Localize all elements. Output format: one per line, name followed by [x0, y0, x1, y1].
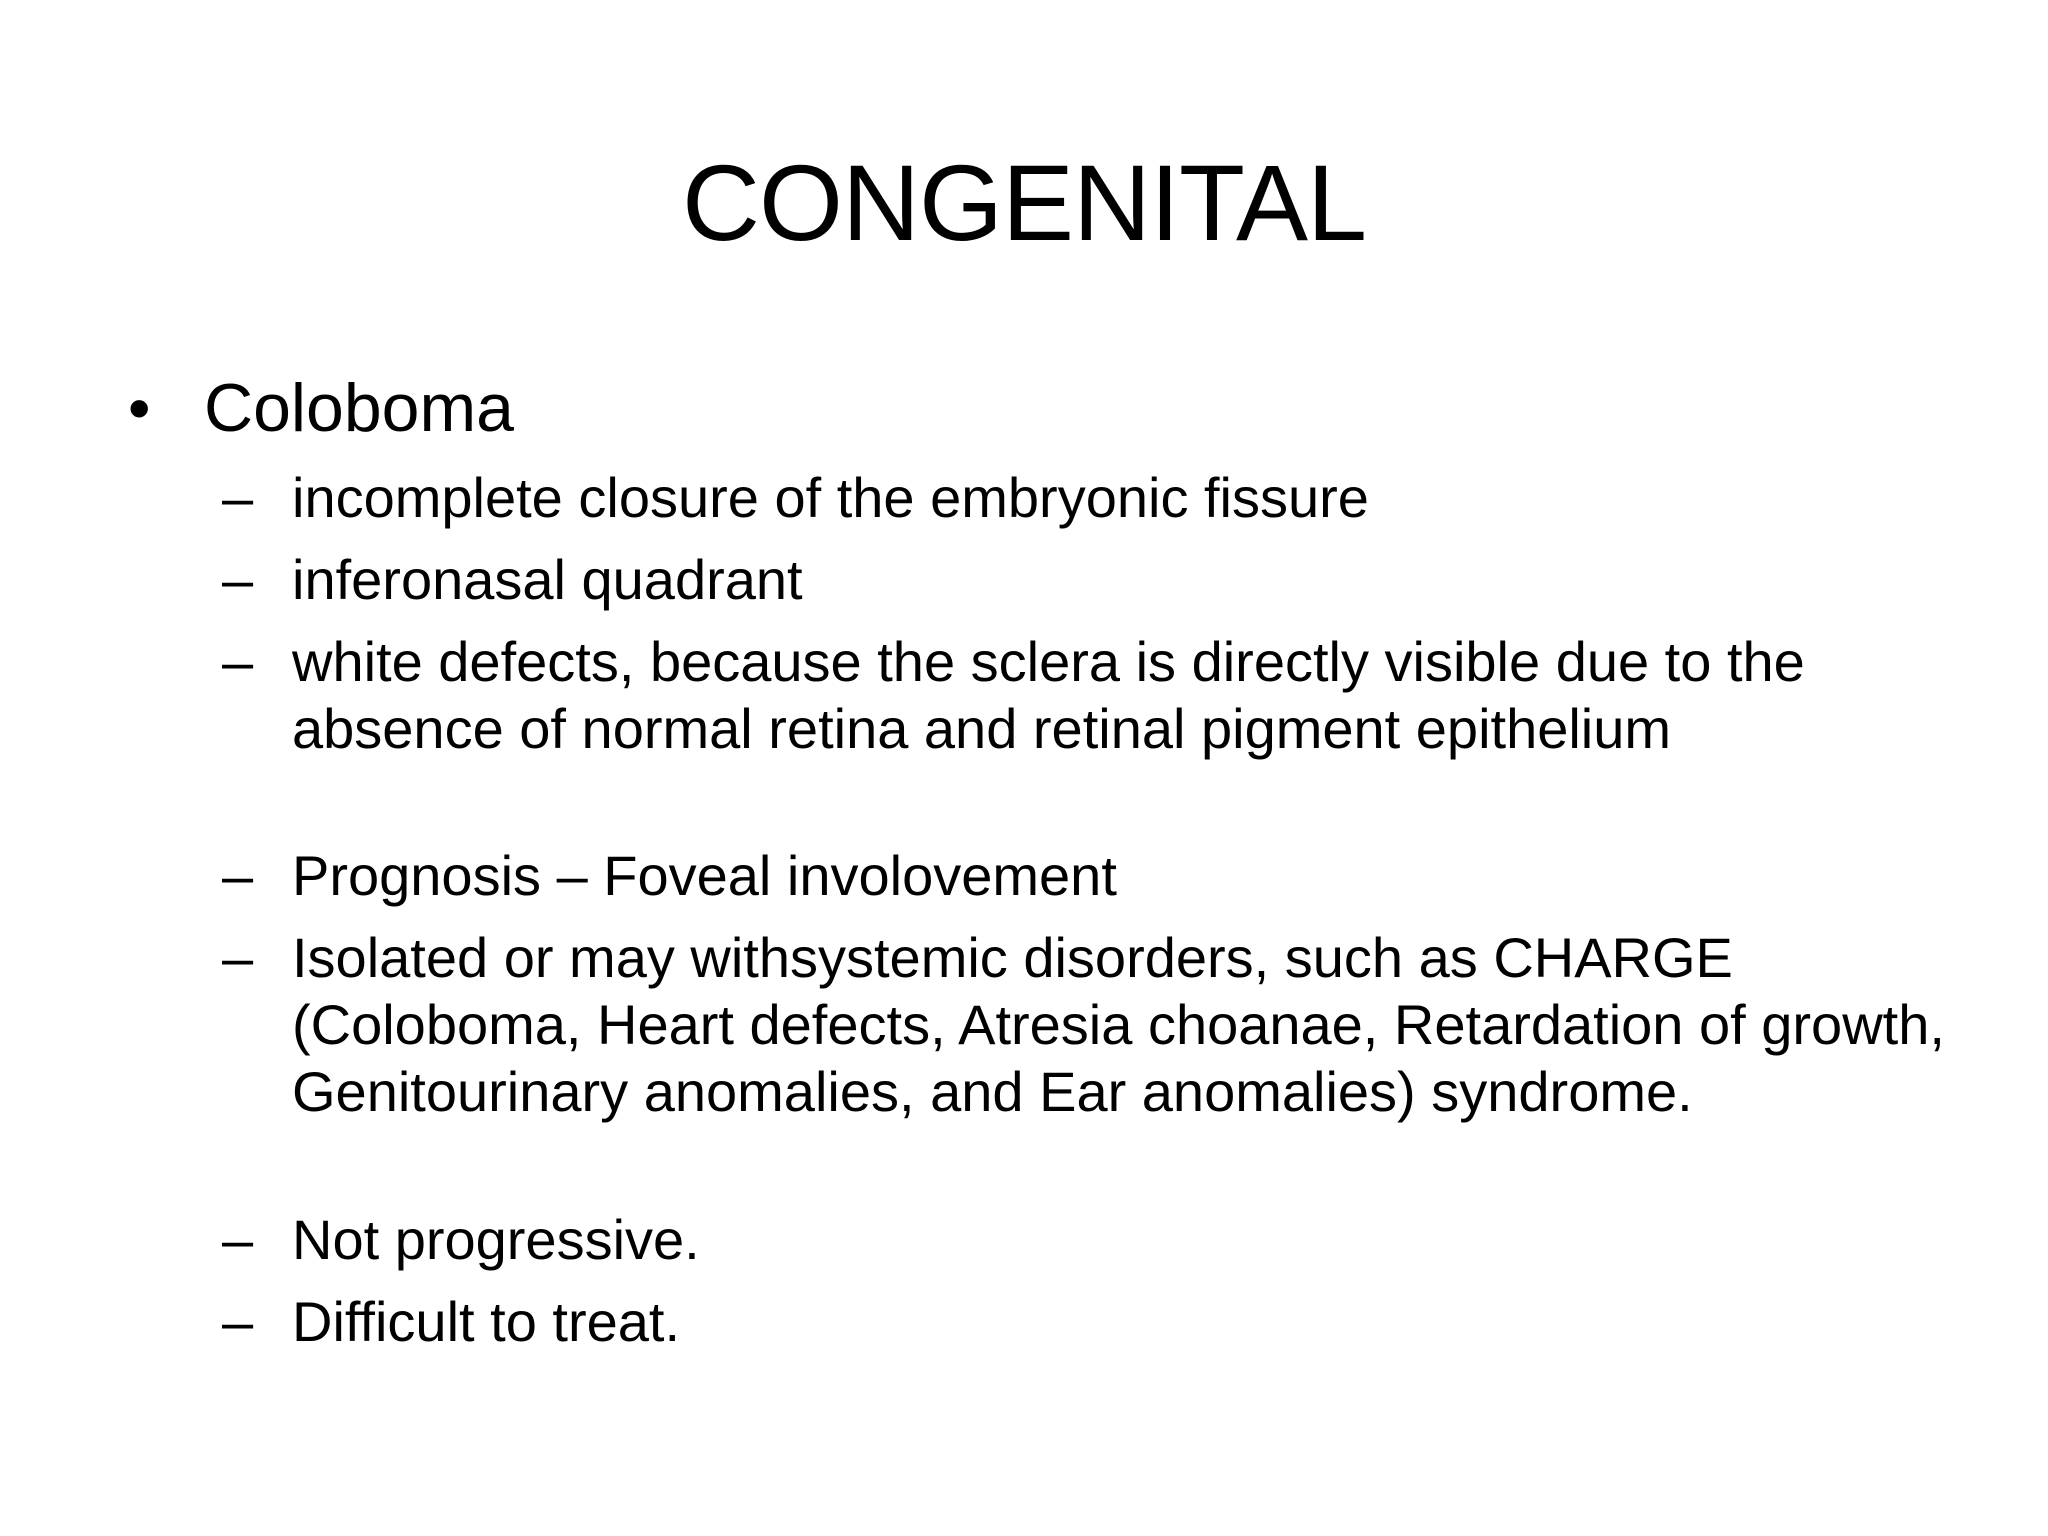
sub-item-text: Difficult to treat. [292, 1290, 681, 1353]
dash-marker: – [222, 466, 254, 529]
slide-title: CONGENITAL [681, 142, 1367, 263]
dash-marker: – [222, 1208, 254, 1271]
dash-marker: – [222, 926, 254, 989]
sub-item-text: inferonasal quadrant [292, 548, 803, 611]
dash-marker: – [222, 630, 254, 693]
dash-marker: – [222, 1290, 254, 1353]
sub-item-text: white defects, because the sclera is directly visible due to the absence of normal retina and retinal pigment epithelium [292, 630, 1805, 760]
sub-item-text: Prognosis – Foveal involovement [292, 844, 1117, 907]
sub-item-text: Not progressive. [292, 1208, 700, 1271]
bullet-marker: • [128, 372, 151, 444]
dash-marker: – [222, 844, 254, 907]
sub-item-text: Isolated or may withsystemic disorders, such as CHARGE (Coloboma, Heart defects, Atresia choanae, Retardation of growth, Genitourinary anomalies, and Ear anomalies) syndrome. [292, 926, 1945, 1123]
sub-item-text: incomplete closure of the embryonic fissure [292, 466, 1369, 529]
bullet-label: Coloboma [204, 370, 514, 446]
dash-marker: – [222, 548, 254, 611]
